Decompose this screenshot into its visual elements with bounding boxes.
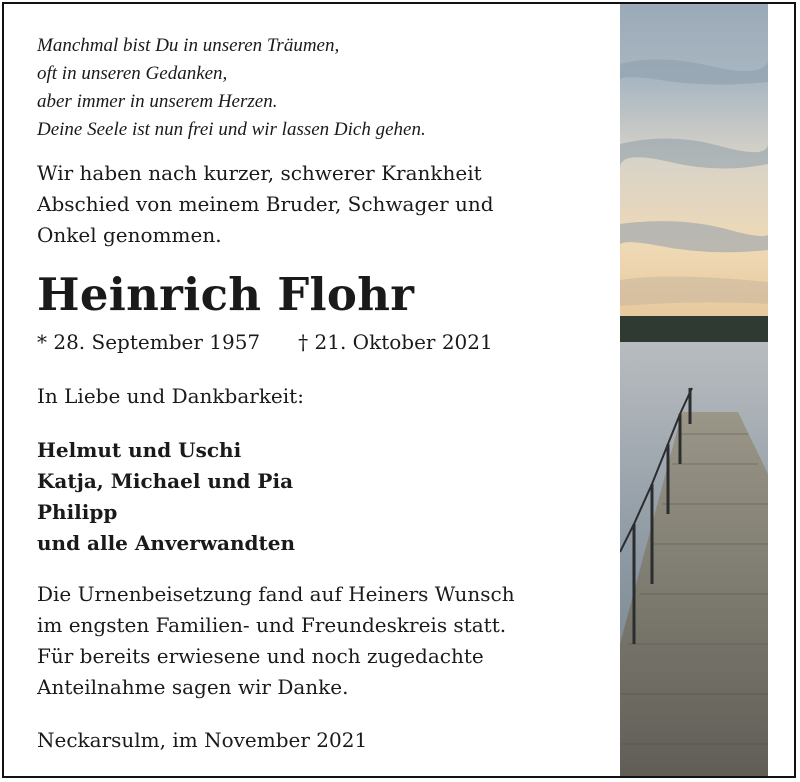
- notice-text: [37, 32, 607, 755]
- obituary-notice: [2, 2, 796, 778]
- death-date: † 21. Oktober 2021: [298, 330, 493, 354]
- burial-line: Für bereits erwiesene und noch zugedachte: [37, 644, 484, 668]
- burial-line: im engsten Familien- und Freundeskreis statt.: [37, 613, 507, 637]
- intro-line: Wir haben nach kurzer, schwerer Krankheit: [37, 161, 482, 185]
- intro-text: [37, 158, 607, 251]
- birth-date: * 28. September 1957: [37, 330, 261, 354]
- burial-note: [37, 579, 607, 703]
- poem-line: aber immer in unserem Herzen.: [37, 91, 278, 112]
- mourner-line: Helmut und Uschi: [37, 438, 242, 462]
- deceased-name: Heinrich Flohr: [37, 268, 415, 321]
- burial-line: Die Urnenbeisetzung fand auf Heiners Wunsch: [37, 582, 515, 606]
- lake-pier-photo: [620, 4, 768, 778]
- mourner-line: Philipp: [37, 500, 118, 524]
- intro-line: Abschied von meinem Bruder, Schwager und: [37, 192, 494, 216]
- poem-line: Deine Seele ist nun frei und wir lassen Dich gehen.: [37, 119, 426, 140]
- mourners-list: [37, 435, 607, 559]
- thanks-line: In Liebe und Dankbarkeit:: [37, 384, 304, 408]
- burial-line: Anteilnahme sagen wir Danke.: [37, 675, 349, 699]
- intro-line: Onkel genommen.: [37, 223, 222, 247]
- place-date: Neckarsulm, im November 2021: [37, 728, 368, 752]
- poem-line: Manchmal bist Du in unseren Träumen,: [37, 35, 340, 56]
- life-dates: [37, 327, 607, 357]
- mourner-line: und alle Anverwandten: [37, 531, 296, 555]
- poem-line: oft in unseren Gedanken,: [37, 63, 228, 84]
- mourner-line: Katja, Michael und Pia: [37, 469, 294, 493]
- memorial-poem: [37, 32, 607, 144]
